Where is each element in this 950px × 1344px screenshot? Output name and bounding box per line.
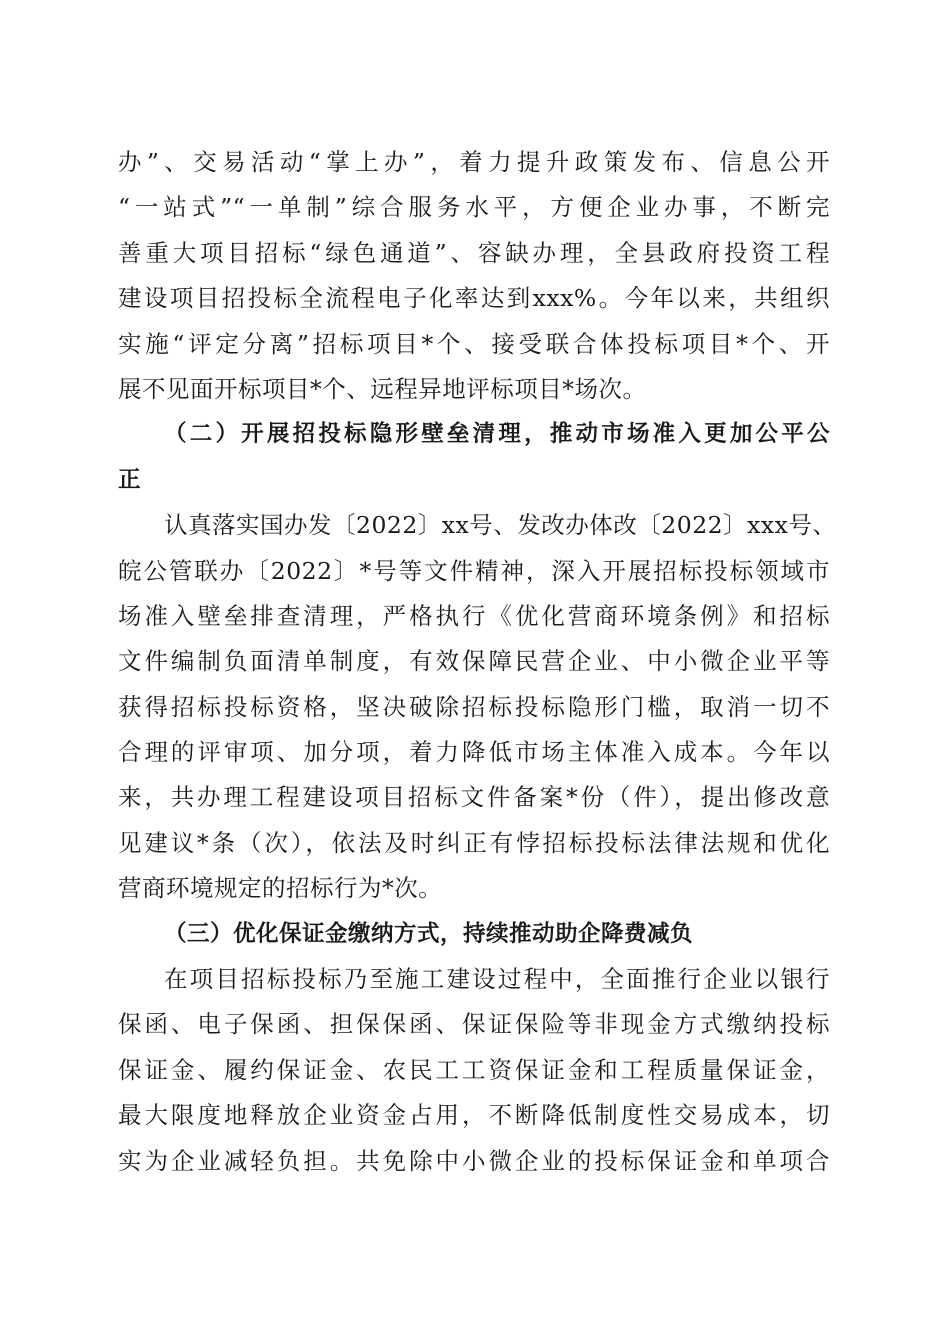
text-line: 合理的评审项、加分项，着力降低市场主体准入成本。今年以 [118,738,830,767]
text-line: “一站式”“一单制”综合服务水平，方便企业办事，不断完 [118,193,830,222]
heading-line: 正 [118,466,142,493]
text-line: 认真落实国办发〔2022〕xx号、发改办体改〔2022〕xxx号、 [164,511,837,540]
text-line: 实施“评定分离”招标项目*个、接受联合体投标项目*个、开 [118,329,830,358]
paragraph-barrier-cleanup [118,503,837,912]
text-line: 场准入壁垒排查清理，严格执行《优化营商环境条例》和招标 [118,601,830,630]
heading-line: （三）优化保证金缴纳方式，持续推动助企降费减负 [164,920,694,947]
text-line: 皖公管联办〔2022〕*号等文件精神，深入开展招标投标领域市 [118,556,830,585]
text-line: 最大限度地释放企业资金占用，不断降低制度性交易成本，切 [118,1101,830,1130]
text-line: 保证金、履约保证金、农民工工资保证金和工程质量保证金， [118,1055,830,1084]
text-line: 展不见面开标项目*个、远程异地评标项目*场次。 [118,374,647,403]
heading-line: （二）开展招投标隐形壁垒清理，推动市场准入更加公平公 [164,421,830,448]
text-line: 实为企业减轻负担。共免除中小微企业的投标保证金和单项合 [118,1146,830,1175]
text-line: 营商环境规定的招标行为*次。 [118,874,443,903]
text-line: 善重大项目招标“绿色通道”、容缺办理，全县政府投资工程 [118,238,830,267]
document-body [118,140,837,1184]
text-line: 建设项目招投标全流程电子化率达到xxx%。今年以来，共组织 [118,284,830,313]
text-line: 在项目招标投标乃至施工建设过程中，全面推行企业以银行 [164,965,830,994]
paragraph-intro [118,140,830,412]
section-heading-3 [118,912,830,957]
section-heading-2 [118,412,830,503]
text-line: 保函、电子保函、担保保函、保证保险等非现金方式缴纳投标 [118,1010,830,1039]
text-line: 文件编制负面清单制度，有效保障民营企业、中小微企业平等 [118,647,830,676]
text-line: 来，共办理工程建设项目招标文件备案*份（件），提出修改意 [118,783,830,812]
text-line: 办”、交易活动“掌上办”，着力提升政策发布、信息公开 [118,148,830,176]
text-line: 获得招标投标资格，坚决破除招标投标隐形门槛，取消一切不 [118,692,830,721]
text-line: 见建议*条（次），依法及时纠正有悖招标投标法律法规和优化 [118,828,830,857]
paragraph-deposit-methods [118,957,830,1184]
